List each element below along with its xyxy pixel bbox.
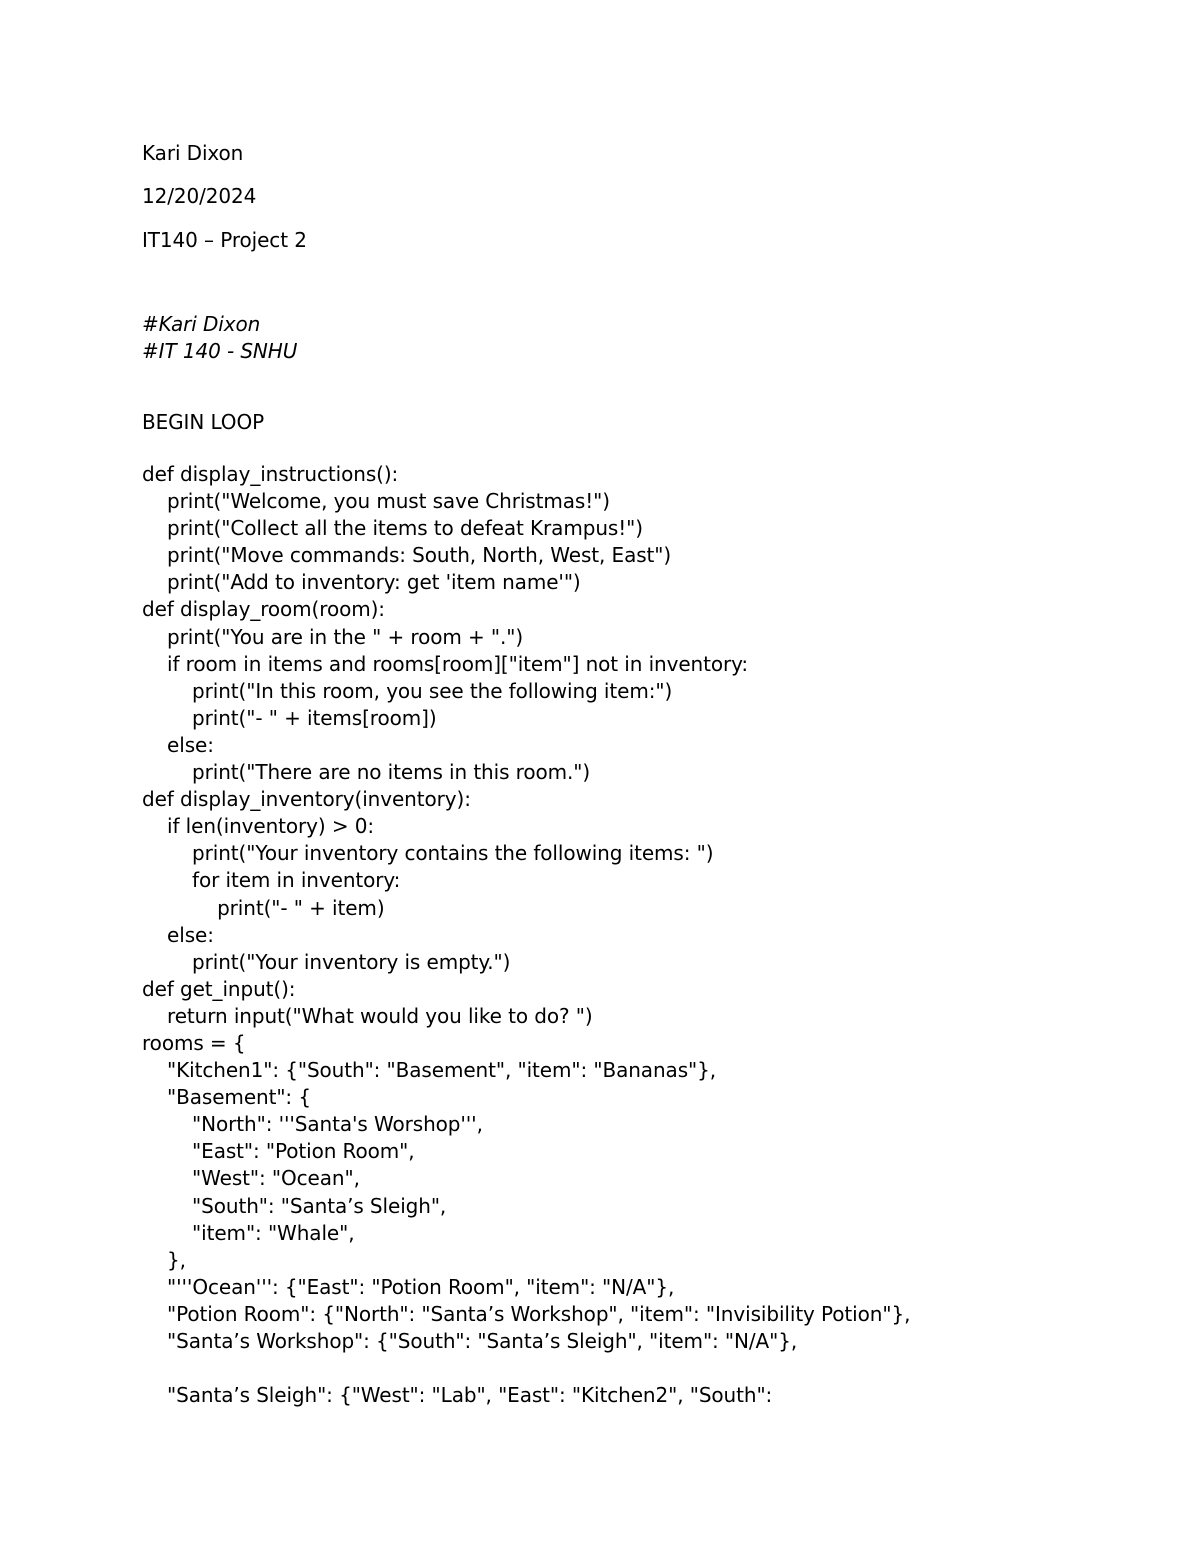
code-line: "East": "Potion Room", bbox=[142, 1139, 415, 1164]
code-line: def display_instructions(): bbox=[142, 462, 399, 486]
comment-author: #Kari Dixon bbox=[142, 312, 261, 336]
begin-loop-heading: BEGIN LOOP bbox=[142, 410, 265, 434]
code-line: "Kitchen1": {"South": "Basement", "item": "Bananas"}, bbox=[142, 1058, 716, 1083]
code-line: print("There are no items in this room.") bbox=[142, 760, 591, 785]
comment-course: #IT 140 - SNHU bbox=[142, 339, 298, 363]
code-line: }, bbox=[142, 1247, 186, 1272]
code-listing bbox=[142, 461, 910, 1409]
code-line: def get_input(): bbox=[142, 976, 296, 1001]
code-line: print("- " + item) bbox=[142, 895, 385, 920]
code-line: print("Collect all the items to defeat Krampus!") bbox=[142, 516, 643, 541]
code-line: print("Welcome, you must save Christmas!") bbox=[142, 489, 610, 514]
code-line bbox=[142, 1355, 910, 1382]
code-line: if room in items and rooms[room]["item"] not in inventory: bbox=[142, 651, 749, 676]
code-line: print("You are in the " + room + ".") bbox=[142, 624, 524, 649]
code-line: else: bbox=[142, 732, 214, 757]
code-line: def display_inventory(inventory): bbox=[142, 787, 471, 812]
code-line: "item": "Whale", bbox=[142, 1220, 355, 1245]
code-line: if len(inventory) > 0: bbox=[142, 814, 375, 839]
code-line: "West": "Ocean", bbox=[142, 1166, 360, 1191]
code-line: print("- " + items[room]) bbox=[142, 705, 437, 730]
code-line: return input("What would you like to do? ") bbox=[142, 1003, 593, 1028]
code-line: "Potion Room": {"North": "Santa’s Workshop", "item": "Invisibility Potion"}, bbox=[142, 1301, 911, 1326]
code-line: "Basement": { bbox=[142, 1085, 311, 1110]
code-line: "Santa’s Workshop": {"South": "Santa’s Sleigh", "item": "N/A"}, bbox=[142, 1329, 798, 1353]
code-line: print("Move commands: South, North, West, East") bbox=[142, 543, 672, 568]
code-line: "'''Ocean''': {"East": "Potion Room", "item": "N/A"}, bbox=[142, 1274, 675, 1299]
author-name: Kari Dixon bbox=[142, 141, 244, 165]
code-line: "Santa’s Sleigh": {"West": "Lab", "East": "Kitchen2", "South": bbox=[142, 1383, 773, 1408]
code-line: print("Add to inventory: get 'item name'") bbox=[142, 570, 581, 595]
code-line: rooms = { bbox=[142, 1030, 246, 1055]
document-date: 12/20/2024 bbox=[142, 184, 257, 208]
code-line: print("In this room, you see the following item:") bbox=[142, 678, 673, 703]
course-title: IT140 – Project 2 bbox=[142, 228, 307, 252]
code-line: for item in inventory: bbox=[142, 868, 401, 893]
code-line: print("Your inventory contains the following items: ") bbox=[142, 841, 714, 866]
code-line: print("Your inventory is empty.") bbox=[142, 949, 511, 974]
code-line: "South": "Santa’s Sleigh", bbox=[142, 1193, 447, 1218]
code-line: "North": '''Santa's Worshop''', bbox=[142, 1112, 483, 1137]
code-line: def display_room(room): bbox=[142, 597, 385, 622]
code-line: else: bbox=[142, 922, 214, 947]
